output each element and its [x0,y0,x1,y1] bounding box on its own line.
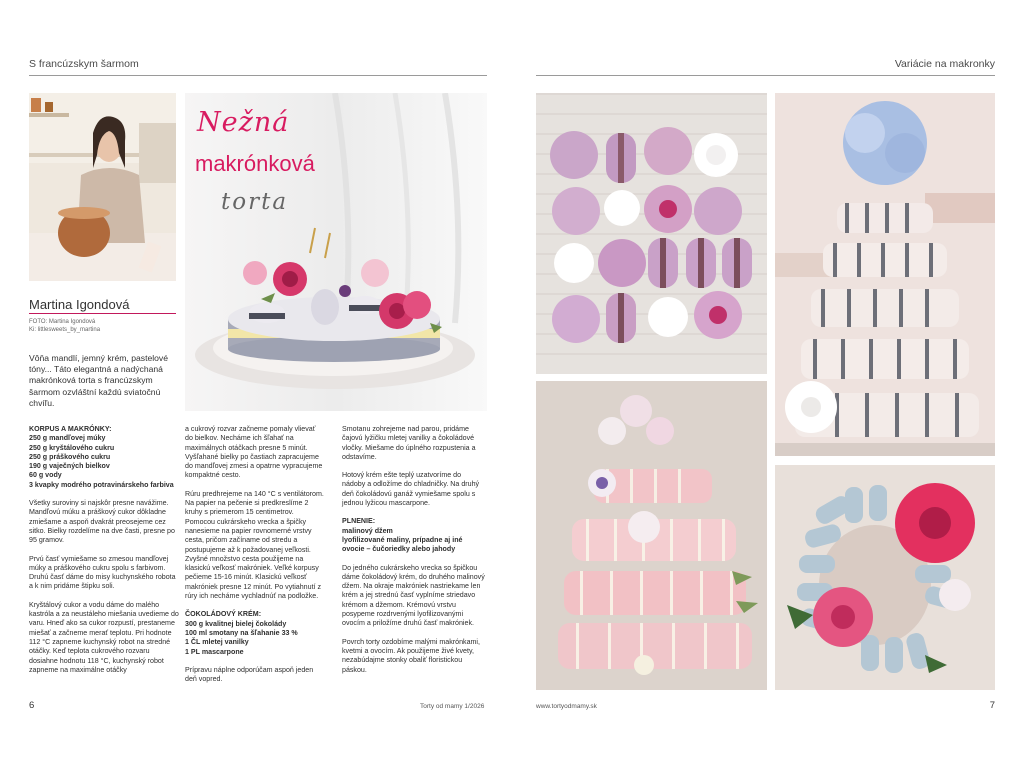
cream-item: 100 ml smotany na šľahanie 33 % [185,628,298,637]
photo-credit: FOTO: Martina Igondová [29,319,96,325]
instagram-credit: Ki: littlesweets_by_martina [29,327,101,333]
author-rule [29,313,176,314]
left-page-number: 6 [29,700,35,711]
article-title-line3: torta [221,189,289,215]
left-header-rule [29,75,487,76]
paragraph: Kryštálový cukor a vodu dáme do malého kastróla a za neustáleho miešania uvedieme do varu. Hneď ako sa cukor rozpustí, prestaneme miešať a začneme merať teplotu. Pri hodnote 112 °C zapneme kuchynský robot na stredné otáčky. Keď teplota cukrového rozvaru dosiahne hodnotu 118 °C, kuchynský robot zapneme na maximálne otáčky [29,600,179,674]
right-running-header: Variácie na makronky [894,58,995,70]
cream-item: 1 PL mascarpone [185,647,244,656]
macaron-tower-photo [775,93,995,456]
ingredients-heading: KORPUS A MAKRÓNKY: [29,425,112,433]
macaron-wreath-photo [775,465,995,690]
cream-item: 300 g kvalitnej bielej čokolády [185,619,287,628]
filling-heading: PLNENIE: [342,517,376,526]
paragraph: Prvú časť vymiešame so zmesou mandľovej múky a práškového cukru spolu s farbivom. Druhú časť dáme do misy kuchynského robota a k nim pridáme štipku soli. [29,554,176,591]
paragraph: Do jedného cukrárskeho vrecka so špičkou dáme čokoládový krém, do druhého malinový džem. Na okraje makróniek nastriekame len krém a jej strednú časť vyplníme striedavo krémom a džemom. Krémovú vrstvu posypeme rozdrvenými lyofilizovanými ovocím a priložíme druhú časť makróniek. [342,563,485,628]
lead-paragraph: Vôňa mandlí, jemný krém, pastelové tóny... Táto elegantná a nadýchaná makrónková torta s francúzskym šarmom ozvláštní každú sviatočnú chvíľu. [29,353,168,408]
paragraph: Všetky suroviny si najskôr presne navážime. Mandľovú múku a práškový cukor dôkladne zmiešame a aspoň dvakrát preosejeme cez sitko. Bielky rozdelíme na dve časti, presne po 95 gramov. [29,499,175,545]
filling-item: lyofilizované maliny, prípadne aj iné ovocie – čučoriedky alebo jahody [342,535,463,554]
right-header-rule [536,75,995,76]
ingredient-item: 190 g vaječných bielkov [29,462,110,471]
paragraph: Povrch torty ozdobíme malými makrónkami, kvetmi a ovocím. Ak použijeme živé kvety, nezabúdajme stonky obaliť floristickou páskou. [342,637,480,674]
right-page-number: 7 [989,700,995,711]
text-column-3 [342,425,485,684]
author-photo [29,93,176,281]
paragraph: a cukrový rozvar začneme pomaly vlievať do bielkov. Necháme ich šľahať na maximálnych otáčkach presne 5 minút. Vyšľahané bielky po častiach zapracujeme do mandľovej zmesi a opatrne vypracujeme kompaktné cesto. [185,425,323,480]
paragraph: Prípravu náplne odporúčam aspoň jeden deň vopred. [185,665,314,684]
ingredient-item: 3 kvapky modrého potravinárskeho farbiva [29,480,174,489]
website-url: www.tortyodmamy.sk [536,703,597,710]
left-running-header: S francúzskym šarmom [29,58,139,70]
magazine-issue: Torty od mamy 1/2026 [420,703,485,710]
article-title-line1: Nežná [197,107,290,138]
text-column-2 [185,425,325,693]
article-title-line2: makrónková [195,151,315,176]
paragraph: Rúru predhrejeme na 140 °C s ventilátorom. Na papier na pečenie si predkreslíme 2 kruhy s priemerom 15 centimetrov. Pomocou cukrárskeho vrecka a špičky nanesieme na papier rovnomerné vrstvy cesta, pričom začíname od stredu a postupujeme až k požadovanej veľkosti. Zvyšné množstvo cesta použijeme na klasickú veľkosť makróniek. Veľké korpusy pečieme 15-16 minút. Klasickú veľkosť makróniek presne 12 minút. Po vytiahnutí z rúry ich necháme vychladnúť na podložke. [185,489,324,601]
ingredient-item: 250 g kryštálového cukru [29,443,115,452]
ingredient-item: 250 g mandľovej múky [29,434,106,443]
ingredient-item: 250 g práškového cukru [29,452,111,461]
paragraph: Hotový krém ešte teplý uzatvoríme do nádoby a odložíme do chladničky. Na druhý deň čokoládovú ganáž vymiešame spolu s jednou lyžicou mascarpone. [342,471,480,508]
filling-item: malinový džem [342,526,393,535]
macaron-grid-photo [536,93,767,374]
cream-heading: ČOKOLÁDOVÝ KRÉM: [185,610,262,619]
ingredient-item: 60 g vody [29,471,62,480]
author-name: Martina Igondová [29,297,130,312]
text-column-1 [29,425,179,684]
paragraph: Smotanu zohrejeme nad parou, pridáme čajovú lyžičku mletej vanilky a čokoládové vločky. Miešame do úplného rozpustenia a odstavíme. [342,425,476,461]
cream-item: 1 ČL mletej vanilky [185,638,249,647]
pink-macaron-tower-photo [536,381,767,690]
hero-cake-photo [185,93,487,411]
